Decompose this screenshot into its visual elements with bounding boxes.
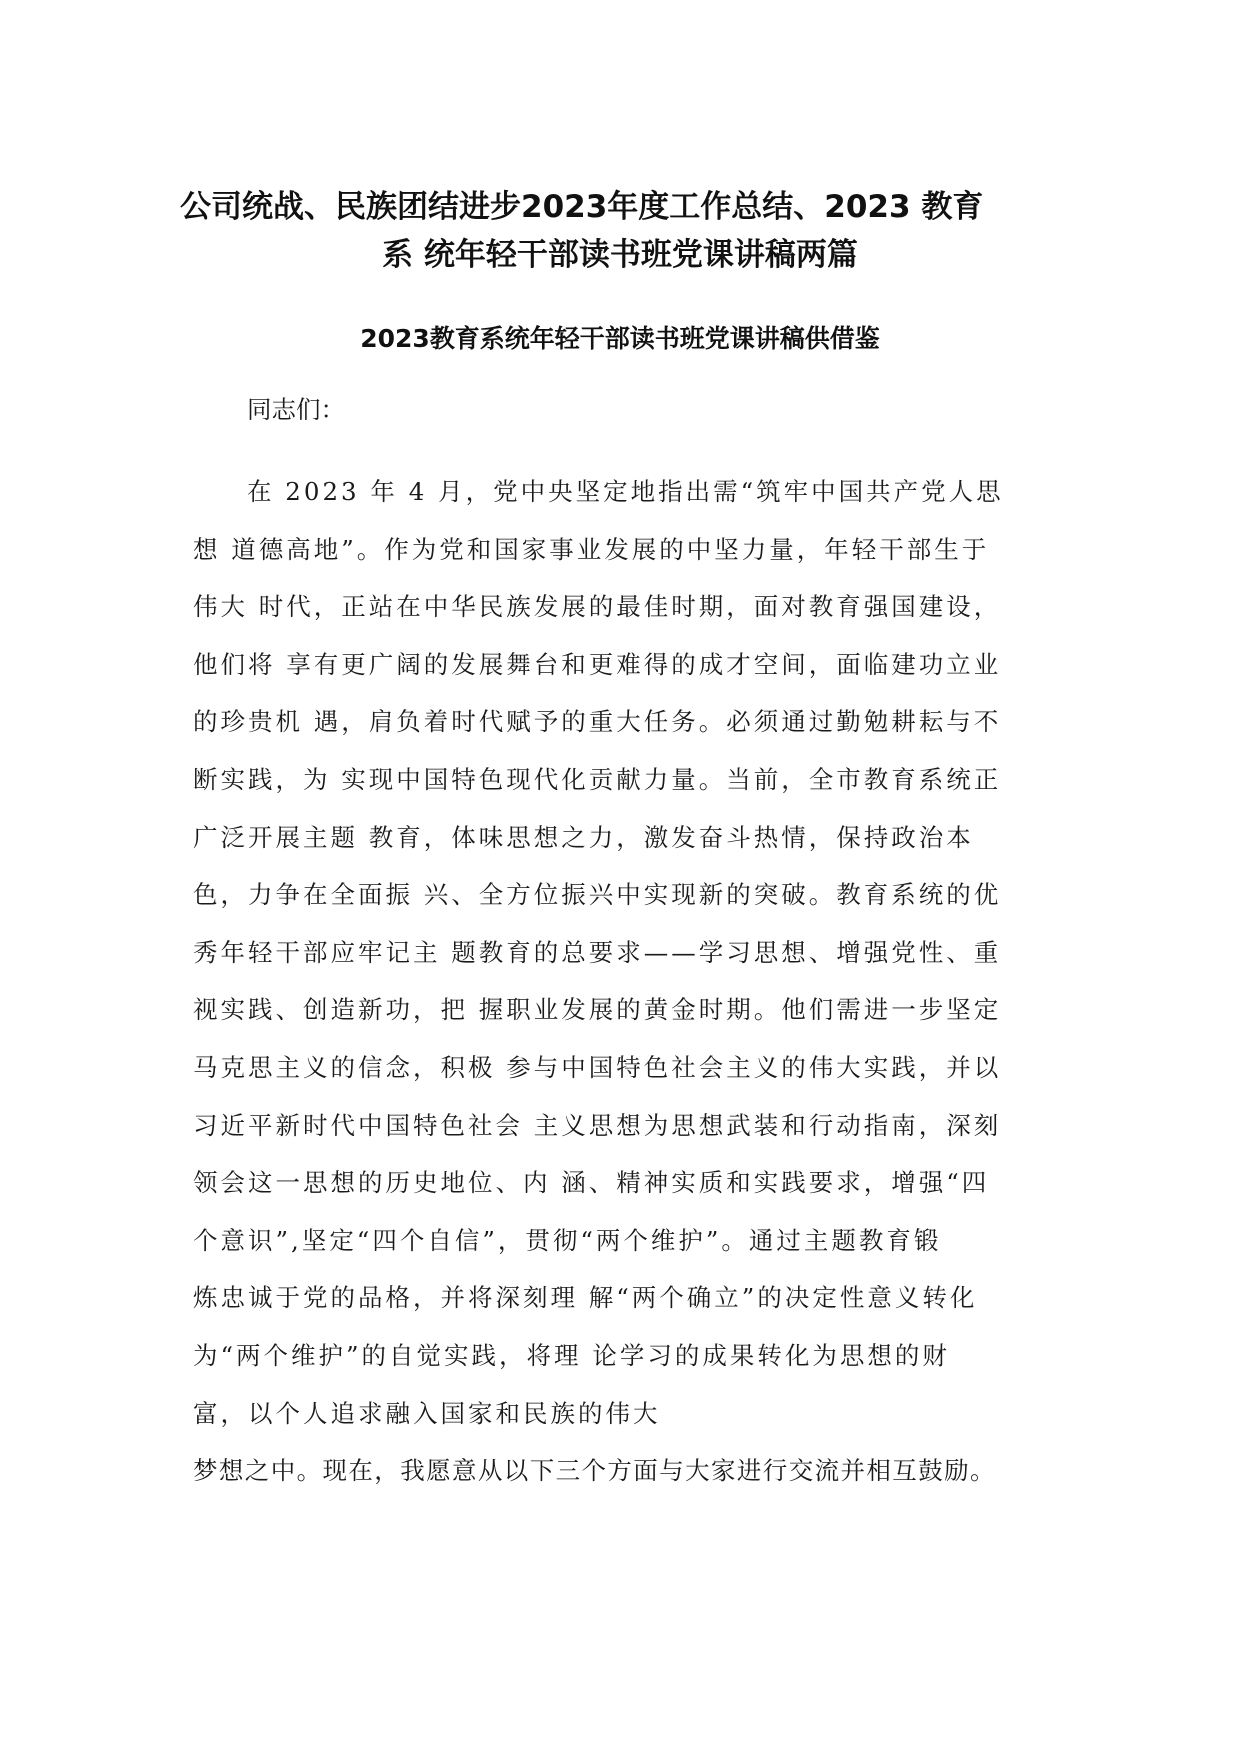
paragraph-line: 视实践、创造新功，把 握职业发展的黄金时期。他们需进一步坚定 <box>193 995 1002 1025</box>
paragraph-line: 个意识”,坚定“四个自信”，贯彻“两个维护”。通过主题教育锻 <box>193 1225 942 1255</box>
paragraph-line: 秀年轻干部应牢记主 题教育的总要求——学习思想、增强党性、重 <box>193 937 1002 967</box>
paragraph-line: 马克思主义的信念，积极 参与中国特色社会主义的伟大实践，并以 <box>193 1052 1002 1082</box>
paragraph-line: 他们将 享有更广阔的发展舞台和更难得的成才空间，面临建功立业 <box>193 649 1002 679</box>
body-paragraph <box>193 463 1053 1500</box>
paragraph-line: 富，以个人追求融入国家和民族的伟大 <box>193 1398 661 1428</box>
paragraph-line: 色，力争在全面振 兴、全方位振兴中实现新的突破。教育系统的优 <box>193 880 1002 910</box>
document-title-line-1: 公司统战、民族团结进步2023年度工作总结、2023 教育 <box>180 189 984 225</box>
paragraph-line: 炼忠诚于党的品格，并将深刻理 解“两个确立”的决定性意义转化 <box>193 1283 978 1313</box>
paragraph-line: 在 2023 年 4 月，党中央坚定地指出需“筑牢中国共产党人思 <box>247 477 1004 506</box>
paragraph-line: 习近平新时代中国特色社会 主义思想为思想武装和行动指南，深刻 <box>193 1110 1002 1140</box>
paragraph-line: 领会这一思想的历史地位、内 涵、精神实质和实践要求，增强“四 <box>193 1168 990 1198</box>
paragraph-line: 广泛开展主题 教育，体味思想之力，激发奋斗热情，保持政治本 <box>193 822 974 852</box>
paragraph-line: 的珍贵机 遇，肩负着时代赋予的重大任务。必须通过勤勉耕耘与不 <box>193 707 1002 737</box>
salutation: 同志们： <box>247 395 345 424</box>
paragraph-line: 为“两个维护”的自觉实践，将理 论学习的成果转化为思想的财 <box>193 1340 950 1370</box>
paragraph-line: 梦想之中。现在，我愿意从以下三个方面与大家进行交流并相互鼓励。 <box>193 1456 996 1486</box>
document-title-line-2: 系 统年轻干部读书班党课讲稿两篇 <box>382 237 858 273</box>
paragraph-line: 伟大 时代，正站在中华民族发展的最佳时期，面对教育强国建设， <box>193 592 1002 622</box>
paragraph-line: 断实践，为 实现中国特色现代化贡献力量。当前，全市教育系统正 <box>193 764 1002 794</box>
paragraph-line: 想 道德高地”。作为党和国家事业发展的中坚力量，年轻干部生于 <box>193 534 990 564</box>
document-subtitle: 2023教育系统年轻干部读书班党课讲稿供借鉴 <box>360 324 880 353</box>
